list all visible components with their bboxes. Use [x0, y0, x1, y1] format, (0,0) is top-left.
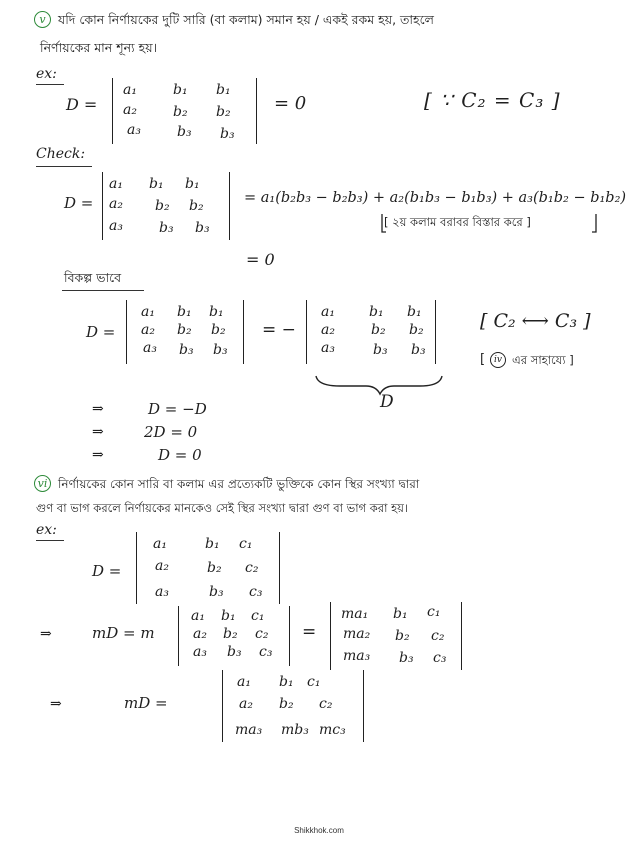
brace-label: D — [380, 392, 394, 412]
cell: b₂ — [189, 198, 204, 214]
cell: c₃ — [433, 650, 447, 666]
cell: b₁ — [209, 304, 224, 320]
cell: b₂ — [211, 322, 226, 338]
cell: mc₃ — [319, 722, 346, 738]
alternate-label: বিকল্প ভাবে — [64, 270, 122, 285]
cell: b₃ — [213, 342, 228, 358]
cell: a₃ — [321, 340, 335, 356]
cell: a₁ — [109, 176, 123, 192]
cell: c₁ — [427, 604, 441, 620]
ex2-step2-lhs: mD = — [124, 694, 168, 712]
footer-source: Shikkhok.com — [294, 826, 344, 835]
cell: a₁ — [237, 674, 251, 690]
cell: b₂ — [371, 322, 386, 338]
check-note-bracket-right — [592, 214, 596, 232]
cell: a₂ — [239, 696, 253, 712]
cell: ma₂ — [343, 626, 371, 642]
check-label: Check: — [36, 146, 86, 162]
cell: b₂ — [207, 560, 222, 576]
cell: b₁ — [216, 82, 231, 98]
ex1-label: ex: — [36, 66, 57, 82]
cell: c₃ — [259, 644, 273, 660]
cell: a₃ — [143, 340, 157, 356]
cell: b₃ — [399, 650, 414, 666]
cell: b₂ — [223, 626, 238, 642]
cell: b₁ — [177, 304, 192, 320]
cell: b₂ — [177, 322, 192, 338]
cell: c₂ — [431, 628, 445, 644]
cell: b₃ — [179, 342, 194, 358]
ex2-step1-arrow: ⇒ — [40, 626, 52, 642]
cell: b₁ — [393, 606, 408, 622]
cell: b₂ — [409, 322, 424, 338]
rule-v-line2: নির্ণায়কের মান শূন্য হয়। — [40, 40, 158, 55]
cell: a₃ — [155, 584, 169, 600]
ex2-lhs: D = — [92, 562, 122, 580]
cell: c₃ — [249, 584, 263, 600]
ex2-step1-lhs: mD = m — [92, 624, 155, 642]
check-lhs: D = — [64, 194, 94, 212]
check-note: [ ২য় কলাম বরাবর বিস্তার করে ] — [384, 215, 531, 229]
cell: a₃ — [127, 122, 141, 138]
cell: ma₃ — [235, 722, 263, 738]
cell: b₁ — [185, 176, 200, 192]
cell: c₁ — [239, 536, 253, 552]
cell: a₂ — [141, 322, 155, 338]
rule-v-line1: যদি কোন নির্ণায়কের দুটি সারি (বা কলাম) সমান হয় / একই রকম হয়, তাহলে — [58, 12, 434, 27]
cell: b₁ — [149, 176, 164, 192]
cell: c₁ — [307, 674, 321, 690]
cell: a₂ — [321, 322, 335, 338]
cell: c₁ — [251, 608, 265, 624]
ex1-result: = 0 — [274, 93, 307, 114]
cell: b₃ — [411, 342, 426, 358]
cell: b₃ — [209, 584, 224, 600]
cell: b₃ — [177, 124, 192, 140]
cell: b₃ — [220, 126, 235, 142]
alternate-lhs: D = — [86, 323, 116, 341]
cell: ma₃ — [343, 648, 371, 664]
step-text: 2D = 0 — [144, 423, 198, 441]
cell: a₂ — [123, 102, 137, 118]
cell: a₃ — [193, 644, 207, 660]
rule-vi-line2: গুণ বা ভাগ করলে নির্ণায়কের মানকেও সেই স্থির সংখ্যা দ্বারা গুণ বা ভাগ করা হয়। — [36, 501, 409, 515]
ex2-step1-eq: = — [302, 622, 317, 642]
under-brace — [316, 376, 442, 394]
ex1-reason: [ ∵ C₂ = C₃ ] — [424, 88, 561, 112]
cell: c₂ — [319, 696, 333, 712]
cell: b₂ — [155, 198, 170, 214]
cell: b₁ — [407, 304, 422, 320]
cell: b₂ — [279, 696, 294, 712]
cell: b₁ — [369, 304, 384, 320]
cell: a₂ — [109, 196, 123, 212]
cell: a₃ — [109, 218, 123, 234]
alternate-swap: [ C₂ ⟷ C₃ ] — [480, 310, 591, 332]
check-expansion: = a₁(b₂b₃ − b₂b₃) + a₂(b₁b₃ − b₁b₃) + a₃(b₁b₂ − b₁b₂) — [244, 190, 627, 206]
ex2-step2-arrow: ⇒ — [50, 696, 62, 712]
cell: b₃ — [159, 220, 174, 236]
cell: c₂ — [245, 560, 259, 576]
alternate-eq: = − — [262, 320, 296, 340]
ex2-label: ex: — [36, 522, 57, 538]
rule-vi-badge: vi — [34, 475, 51, 492]
alternate-swap-badge: iv — [490, 352, 506, 368]
cell: b₁ — [221, 608, 236, 624]
cell: b₂ — [173, 104, 188, 120]
cell: a₂ — [155, 558, 169, 574]
cell: b₁ — [279, 674, 294, 690]
rule-v-badge: v — [34, 11, 51, 28]
cell: b₂ — [395, 628, 410, 644]
check-note-bracket-left — [382, 214, 386, 232]
cell: b₂ — [216, 104, 231, 120]
step-text: D = −D — [148, 400, 207, 418]
cell: b₁ — [173, 82, 188, 98]
cell: mb₃ — [281, 722, 309, 738]
cell: a₁ — [123, 82, 137, 98]
cell: a₂ — [193, 626, 207, 642]
cell: a₁ — [191, 608, 205, 624]
step-arrow: ⇒ — [92, 401, 104, 417]
step-text: D = 0 — [158, 446, 202, 464]
cell: c₂ — [255, 626, 269, 642]
step-arrow: ⇒ — [92, 424, 104, 440]
alternate-swap-note: এর সাহায্যে ] — [512, 353, 574, 367]
alternate-swap-open: [ — [480, 352, 486, 367]
check-result: = 0 — [246, 250, 275, 269]
ex1-lhs: D = — [66, 95, 98, 114]
cell: b₃ — [195, 220, 210, 236]
step-arrow: ⇒ — [92, 447, 104, 463]
cell: ma₁ — [341, 606, 369, 622]
cell: a₁ — [153, 536, 167, 552]
cell: b₃ — [373, 342, 388, 358]
cell: b₃ — [227, 644, 242, 660]
cell: a₁ — [321, 304, 335, 320]
cell: b₁ — [205, 536, 220, 552]
cell: a₁ — [141, 304, 155, 320]
rule-vi-line1: নির্ণায়কের কোন সারি বা কলাম এর প্রত্যেকটি ভুক্তিকে কোন স্থির সংখ্যা দ্বারা — [58, 477, 420, 491]
